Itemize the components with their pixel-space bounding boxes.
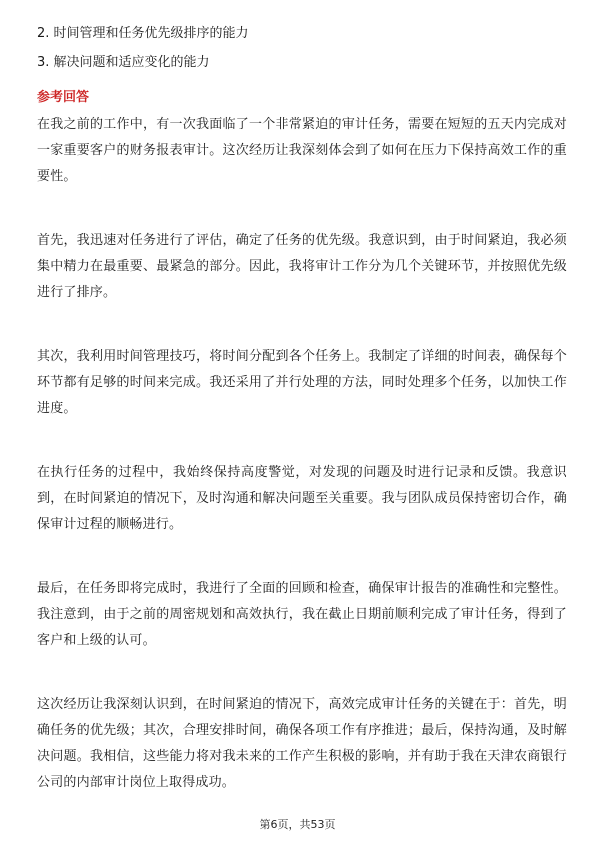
paragraph-second: 其次，我利用时间管理技巧，将时间分配到各个任务上。我制定了详细的时间表，确保每个环节都有足够的时间来完成。我还采用了并行处理的方法，同时处理多个任务，以加快工作进度。: [37, 349, 567, 416]
section-heading-reference-answer: 参考回答: [37, 90, 90, 105]
paragraph-first: 首先，我迅速对任务进行了评估，确定了任务的优先级。我意识到，由于时间紧迫，我必须集中精力在最重要、最紧急的部分。因此，我将审计工作分为几个关键环节，并按照优先级进行了排序。: [37, 233, 567, 300]
paragraph-finally: 最后，在任务即将完成时，我进行了全面的回顾和检查，确保审计报告的准确性和完整性。我注意到，由于之前的周密规划和高效执行，我在截止日期前顺利完成了审计任务，得到了客户和上级的认可。: [37, 581, 567, 648]
paragraph-conclusion: 这次经历让我深刻认识到，在时间紧迫的情况下，高效完成审计任务的关键在于：首先，明确任务的优先级；其次，合理安排时间，确保各项工作有序推进；最后，保持沟通，及时解决问题。我相信，这些能力将对我未来的工作产生积极的影响，并有助于我在天津农商银行公司的内部审计岗位上取得成功。: [37, 697, 567, 790]
page-footer: 第6页，共53页: [259, 818, 336, 831]
paragraph-execution: 在执行任务的过程中，我始终保持高度警觉，对发现的问题及时进行记录和反馈。我意识到，在时间紧迫的情况下，及时沟通和解决问题至关重要。我与团队成员保持密切合作，确保审计过程的顺畅进行。: [37, 465, 567, 532]
paragraph-intro: 在我之前的工作中，有一次我面临了一个非常紧迫的审计任务，需要在短短的五天内完成对一家重要客户的财务报表审计。这次经历让我深刻体会到了如何在压力下保持高效工作的重要性。: [37, 117, 567, 184]
list-item-2: 2. 时间管理和任务优先级排序的能力: [37, 26, 249, 41]
list-item-3: 3. 解决问题和适应变化的能力: [37, 55, 210, 70]
